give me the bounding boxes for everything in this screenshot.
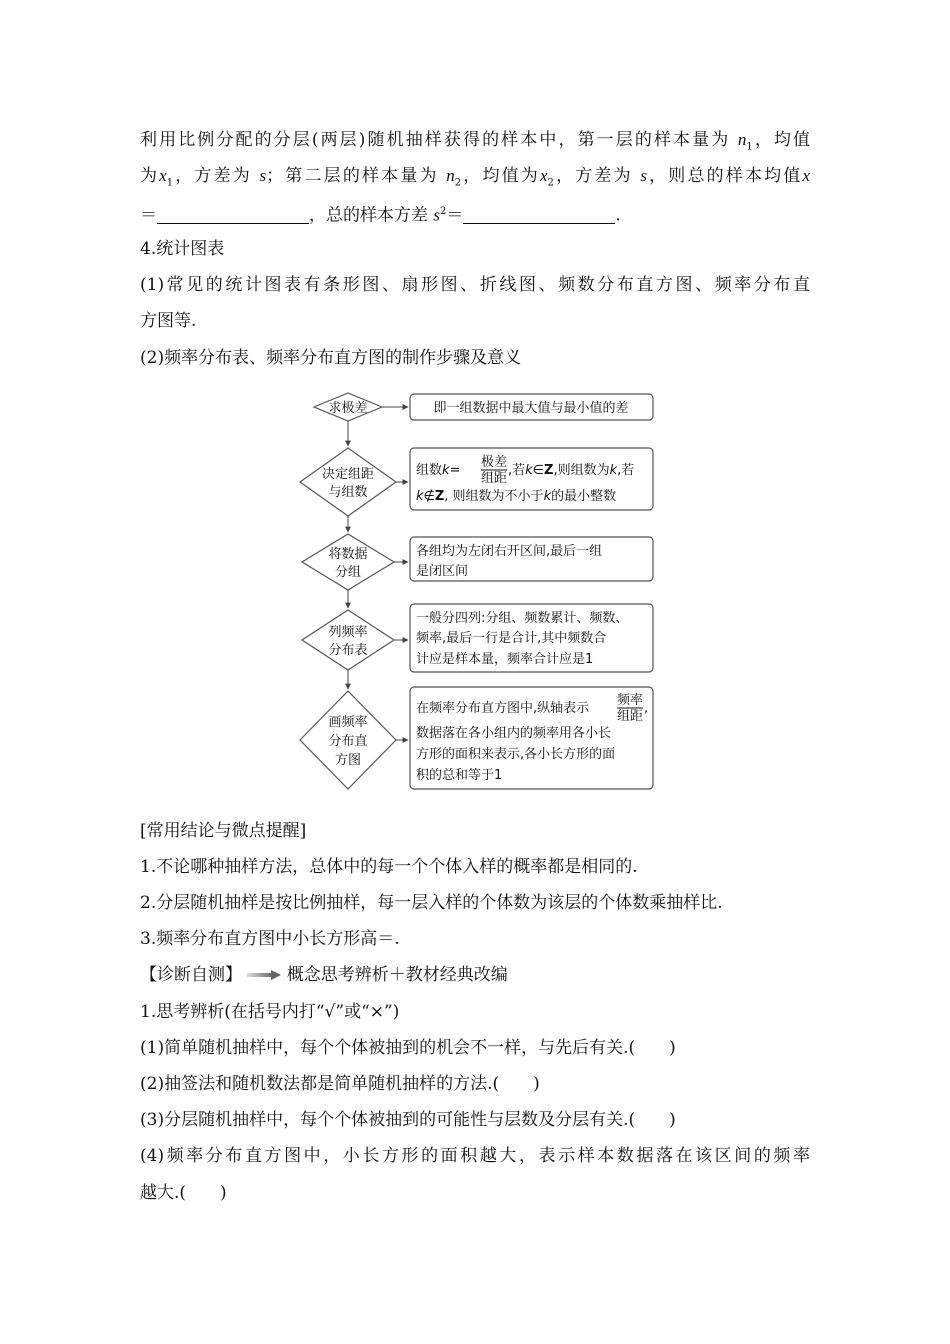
step2-label-line1: 决定组距: [321, 467, 375, 482]
step5-label-line2: 分布直: [328, 734, 368, 749]
desc4-line1: 一般分四列:分组、频数累计、频数、: [416, 611, 629, 626]
step2-diamond: [300, 448, 396, 516]
step1-label: 求极差: [328, 401, 368, 416]
question1-item3: (3)分层随机抽样中，每个个体被抽到的可能性与层数及分层有关.( ): [140, 1110, 676, 1130]
conclusions-title: [常用结论与微点提醒]: [140, 821, 307, 841]
section4-title: 4.统计图表: [140, 239, 225, 259]
step5-label-line1: 画频率: [328, 715, 368, 730]
step3-label-line2: 分组: [334, 565, 362, 580]
question1-item2: (2)抽签法和随机数法都是简单随机抽样的方法.( ): [140, 1074, 540, 1094]
question1-item1: (1)简单随机抽样中，每个个体被抽到的机会不一样，与先后有关.( ): [140, 1038, 676, 1058]
para1-line3: ＝ ，总的样本方差 $s^2=$ .: [140, 205, 621, 226]
conclusion-1: 1.不论哪种抽样方法，总体中的每一个个体入样的概率都是相同的.: [140, 857, 638, 877]
desc2-fraction-numerator: 极差: [480, 455, 508, 470]
desc1-text: 即一组数据中最大值与最小值的差: [433, 401, 629, 416]
desc3-line2: 是闭区间: [416, 564, 469, 579]
flowchart: [296, 390, 658, 800]
desc4-line3: 计应是样本量，频率合计应是1: [416, 652, 594, 667]
flowchart-svg: [296, 390, 658, 800]
desc5-line2: 数据落在各小组内的频率用各小长: [416, 726, 612, 741]
desc5-line1: 在频率分布直方图中,纵轴表示: [416, 701, 590, 716]
desc5-line4: 积的总和等于1: [416, 768, 503, 783]
diagnosis-label: 【诊断自测】: [140, 965, 242, 985]
conclusion-2: 2.分层随机抽样是按比例抽样，每一层入样的个体数为该层的个体数乘抽样比.: [140, 893, 723, 913]
step4-label-line1: 列频率: [328, 625, 368, 640]
diagnosis-heading: [140, 962, 508, 988]
desc2-line2: k∉Z, 则组数为不小于k的最小整数: [416, 489, 617, 504]
conclusion-3: 3.频率分布直方图中小长方形高＝.: [140, 929, 400, 949]
section4-p2: (2)频率分布表、频率分布直方图的制作步骤及意义: [140, 348, 522, 368]
question1-item4-line2: 越大.( ): [140, 1183, 227, 1203]
desc5-fraction-denominator: 组距: [616, 709, 644, 724]
step3-diamond: [302, 534, 394, 590]
para1-line2: 为$x_1$，方差为 s；第二层的样本量为 $n_2$，均值为$x_2$，方差为 s，则总的样本均值x: [140, 166, 811, 189]
section4-p1-line1: (1)常见的统计图表有条形图、扇形图、折线图、频数分布直方图、频率分布直: [140, 275, 810, 295]
section4-p1-line2: 方图等.: [140, 311, 197, 331]
desc5-line3: 方形的面积来表示,各小长方形的面: [416, 747, 616, 762]
arrow-right-icon: [247, 969, 281, 981]
step4-diamond: [302, 610, 394, 670]
para1-line1: 利用比例分配的分层(两层)随机抽样获得的样本中，第一层的样本量为 $n_1$，均值: [140, 130, 811, 153]
step2-label-line2: 与组数: [328, 485, 368, 500]
desc3-line1: 各组均为左闭右开区间,最后一组: [416, 544, 603, 559]
desc5-comma: ,: [644, 701, 649, 716]
answer-blank-mean[interactable]: [157, 206, 309, 224]
answer-blank-variance[interactable]: [463, 206, 615, 224]
question1-item4-line1: (4)频率分布直方图中，小长方形的面积越大，表示样本数据落在该区间的频率: [140, 1146, 810, 1166]
desc4-line2: 频率,最后一行是合计,其中频数合: [416, 631, 607, 646]
step5-label-line3: 方图: [334, 753, 362, 768]
desc2-line1-rest: ,若k∈Z,则组数为k,若: [508, 463, 635, 478]
step4-label-line2: 分布表: [328, 643, 368, 658]
desc2-fraction-denominator: 组距: [480, 471, 508, 486]
question1-title: 1.思考辨析(在括号内打“√”或“×”): [140, 1002, 400, 1022]
step3-label-line1: 将数据: [328, 547, 368, 562]
desc2-line1: 组数k=: [416, 463, 461, 478]
desc5-fraction-numerator: 频率: [616, 693, 644, 708]
diagnosis-subtitle: 概念思考辨析＋教材经典改编: [286, 965, 508, 985]
